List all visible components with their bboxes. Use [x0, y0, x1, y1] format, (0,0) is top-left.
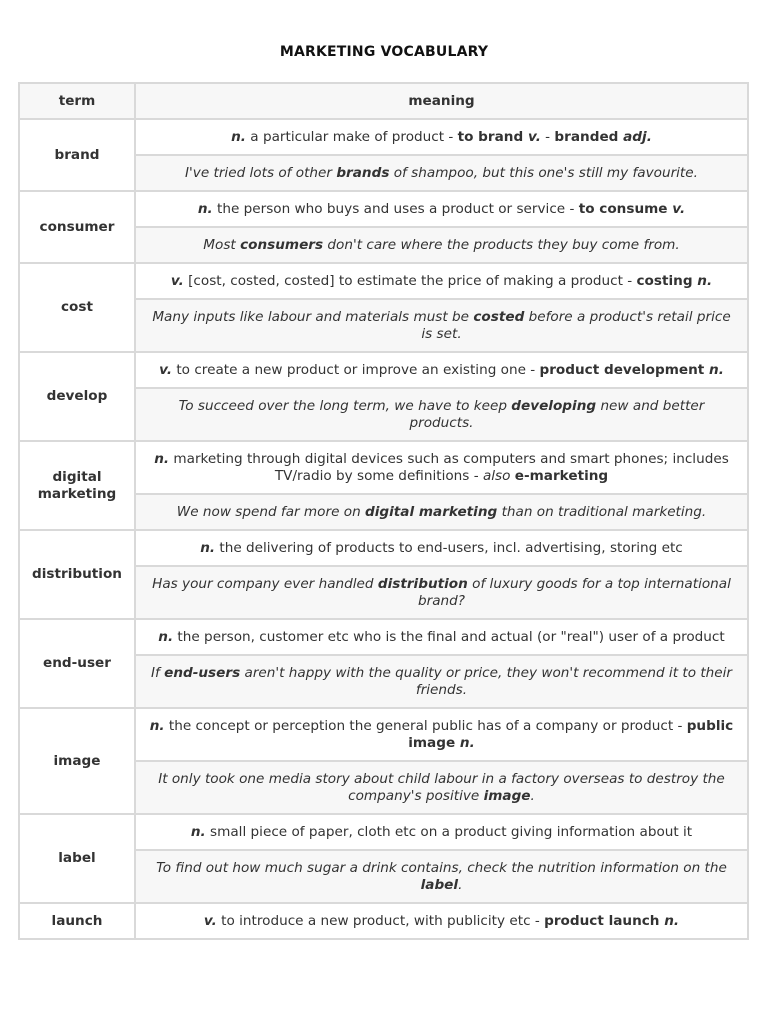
vocabulary-table — [18, 82, 749, 940]
table-row — [19, 619, 748, 655]
example-cell-image: It only took one media story about child labour in a factory overseas to destroy the company's positive image. — [135, 761, 748, 814]
table-row — [19, 441, 748, 494]
table-row — [19, 191, 748, 227]
term-cell-consumer: consumer — [19, 191, 135, 263]
example-cell-cost: Many inputs like labour and materials must be costed before a product's retail price is set. — [135, 299, 748, 352]
page-title: MARKETING VOCABULARY — [279, 44, 489, 60]
definition-cell-end-user: n. the person, customer etc who is the final and actual (or "real") user of a product — [135, 619, 748, 655]
example-cell-brand: I've tried lots of other brands of shampoo, but this one's still my favourite. — [135, 155, 748, 191]
example-cell-consumer: Most consumers don't care where the products they buy come from. — [135, 227, 748, 263]
definition-cell-distribution: n. the delivering of products to end-users, incl. advertising, storing etc — [135, 530, 748, 566]
definition-cell-develop: v. to create a new product or improve an existing one - product development n. — [135, 352, 748, 388]
table-row — [19, 263, 748, 299]
term-cell-digital-marketing: digital marketing — [19, 441, 135, 530]
table-row — [19, 530, 748, 566]
table-body — [19, 119, 748, 939]
example-cell-label: To find out how much sugar a drink contains, check the nutrition information on the label. — [135, 850, 748, 903]
table-row — [19, 708, 748, 761]
table-header-row — [19, 83, 748, 119]
definition-cell-cost: v. [cost, costed, costed] to estimate the price of making a product - costing n. — [135, 263, 748, 299]
term-cell-develop: develop — [19, 352, 135, 441]
table-row — [19, 352, 748, 388]
term-cell-distribution: distribution — [19, 530, 135, 619]
term-column-header: term — [19, 83, 135, 119]
term-cell-label: label — [19, 814, 135, 903]
table-row — [19, 903, 748, 939]
example-cell-end-user: If end-users aren't happy with the quality or price, they won't recommend it to their friends. — [135, 655, 748, 708]
term-cell-brand: brand — [19, 119, 135, 191]
definition-cell-label: n. small piece of paper, cloth etc on a product giving information about it — [135, 814, 748, 850]
term-cell-launch: launch — [19, 903, 135, 939]
definition-cell-consumer: n. the person who buys and uses a product or service - to consume v. — [135, 191, 748, 227]
term-cell-end-user: end-user — [19, 619, 135, 708]
example-cell-develop: To succeed over the long term, we have to keep developing new and better products. — [135, 388, 748, 441]
definition-cell-image: n. the concept or perception the general public has of a company or product - public image n. — [135, 708, 748, 761]
table-row — [19, 119, 748, 155]
table-row — [19, 814, 748, 850]
definition-cell-digital-marketing: n. marketing through digital devices such as computers and smart phones; includes TV/radio by some definitions - also e-marketing — [135, 441, 748, 494]
term-cell-cost: cost — [19, 263, 135, 352]
definition-cell-launch: v. to introduce a new product, with publicity etc - product launch n. — [135, 903, 748, 939]
example-cell-distribution: Has your company ever handled distribution of luxury goods for a top international brand? — [135, 566, 748, 619]
meaning-column-header: meaning — [135, 83, 748, 119]
term-cell-image: image — [19, 708, 135, 814]
example-cell-digital-marketing: We now spend far more on digital marketing than on traditional marketing. — [135, 494, 748, 530]
definition-cell-brand: n. a particular make of product - to brand v. - branded adj. — [135, 119, 748, 155]
